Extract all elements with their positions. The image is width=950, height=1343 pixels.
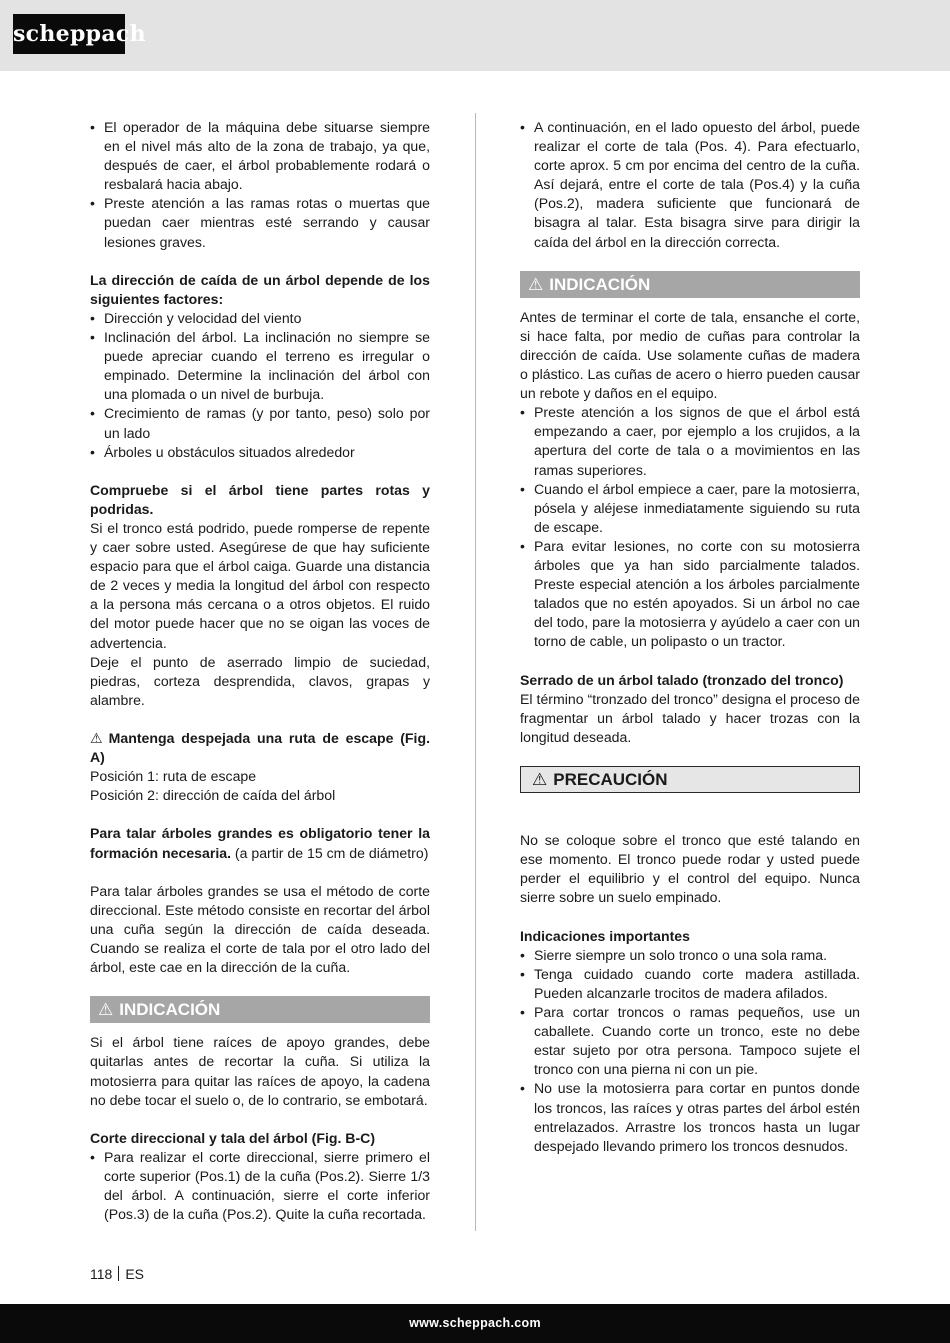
list-item: • Preste atención a los signos de que el árbol está empezando a caer, por ejemplo a los crujidos, a la apertura del corte de tala o a movimientos en las ramas superiores. — [520, 403, 860, 479]
list-item: • Para realizar el corte direccional, sierre primero el corte superior (Pos.1) de la cuña (Pos.2). Sierre 1/3 del árbol. A continuación, sierre el corte inferior (Pos.3) de la cuña (Pos.2). Quite la cuña recortada. — [90, 1148, 430, 1224]
warning-icon: ⚠ — [528, 274, 544, 294]
notice-banner: ⚠ INDICACIÓN — [520, 271, 860, 298]
intro-bullet-list — [90, 118, 430, 252]
list-item: • Inclinación del árbol. La inclinación no siempre se puede apreciar cuando el terreno es irregular o empinado. Determine la inclinación del árbol con una plomada o un nivel de burbuja. — [90, 328, 430, 404]
list-item: • No use la motosierra para cortar en puntos donde los troncos, las raíces y otras partes del árbol estén entrelazados. Arrastre los troncos hasta un lugar despejado llevando primero los troncos desnudos. — [520, 1079, 860, 1155]
check-paragraph-2: Deje el punto de aserrado limpio de suciedad, piedras, corteza desprendida, clavos, grapas y alambre. — [90, 653, 430, 708]
important-heading: Indicaciones importantes — [520, 927, 690, 944]
notice-paragraph: Si el árbol tiene raíces de apoyo grandes, debe quitarlas antes de recortar la cuña. Si utiliza la motosierra para quitar las raíces de apoyo, la cadena no debe tocar el suelo o, de lo contrario, se embotará. — [90, 1034, 430, 1108]
list-item: • Dirección y velocidad del viento — [90, 309, 430, 328]
warning-icon: ⚠ — [532, 770, 548, 789]
list-item: • Para evitar lesiones, no corte con su motosierra árboles que ya han sido parcialmente talados. Preste especial atención a los árboles parcialmente talados que no estén apoyados. Si un árbol no cae del todo, pare la motosierra y ayúdelo a caer con un torno de cable, un polipasto o un tractor. — [520, 537, 860, 652]
right-column — [520, 118, 860, 1156]
cut-heading: Corte direccional y tala del árbol (Fig. B-C) — [90, 1129, 376, 1146]
warning-icon: ⚠ — [98, 1000, 114, 1020]
scheppach-logo: scheppach — [13, 14, 125, 54]
list-item: • Para cortar troncos o ramas pequeños, use un caballete. Cuando corte un tronco, este no debe estar sujeto por otra persona. Tampoco sujete el tronco con una pierna ni con un pie. — [520, 1003, 860, 1079]
important-bullet-list — [520, 946, 860, 1156]
header-bar — [0, 0, 950, 71]
continuation-bullet-list — [520, 118, 860, 252]
method-paragraph: Para talar árboles grandes se usa el método de corte direccional. Este método consiste en recortar del árbol una cuña según la dirección de caída deseada. Cuando se realiza el corte de tala por el otro lado del árbol, este cae en la dirección de la cuña. — [90, 882, 430, 976]
escape-heading: ⚠ Mantenga despejada una ruta de escape (Fig. A) — [90, 730, 430, 766]
list-item: • A continuación, en el lado opuesto del árbol, puede realizar el corte de tala (Pos. 4). Para efectuarlo, corte aprox. 5 cm por encima del centro de la cuña. Así dejará, entre el corte de tala (Pos.4) y la cuña (Pos.2), madera suficiente que funcionará de bisagra al talar. Esta bisagra sirve para dirigir la caída del árbol en la dirección correcta. — [520, 118, 860, 252]
notice-banner: ⚠ INDICACIÓN — [90, 996, 430, 1023]
caution-paragraph: No se coloque sobre el tronco que esté talando en ese momento. El tronco puede rodar y usted puede perder el equilibrio y el control del equipo. Nunca sierre sobre un suelo empinado. — [520, 832, 860, 906]
escape-position-1: Posición 1: ruta de escape — [90, 768, 257, 785]
caution-banner: ⚠ PRECAUCIÓN — [520, 766, 860, 793]
list-item: • Crecimiento de ramas (y por tanto, peso) solo por un lado — [90, 404, 430, 442]
website-link[interactable]: www.scheppach.com — [409, 1316, 541, 1330]
bucking-heading: Serrado de un árbol talado (tronzado del tronco) — [520, 671, 844, 688]
language-code: ES — [125, 1266, 145, 1282]
check-heading: Compruebe si el árbol tiene partes rotas y podridas. — [90, 481, 430, 517]
footer-separator — [118, 1266, 119, 1281]
list-item: • Preste atención a las ramas rotas o muertas que puedan caer mientras esté serrando y causar lesiones graves. — [90, 194, 430, 251]
list-item: • Árboles u obstáculos situados alrededor — [90, 443, 430, 462]
training-paragraph: Para talar árboles grandes es obligatorio tener la formación necesaria. (a partir de 15 cm de diámetro) — [90, 825, 430, 861]
escape-position-2: Posición 2: dirección de caída del árbol — [90, 787, 336, 804]
list-item: • Tenga cuidado cuando corte madera astillada. Pueden alcanzarle trocitos de madera afilados. — [520, 965, 860, 1003]
left-column — [90, 118, 430, 1224]
footer-bar — [0, 1304, 950, 1343]
warning-icon: ⚠ — [90, 730, 103, 746]
list-item: • El operador de la máquina debe situarse siempre en el nivel más alto de la zona de trabajo, ya que, después de caer, el árbol probablemente rodará o resbalará hacia abajo. — [90, 118, 430, 194]
page-footer — [90, 1265, 144, 1284]
list-item: • Cuando el árbol empiece a caer, pare la motosierra, pósela y aléjese inmediatamente siguiendo su ruta de escape. — [520, 480, 860, 537]
check-paragraph: Si el tronco está podrido, puede romperse de repente y caer sobre usted. Asegúrese de que hay suficiente espacio para que el árbol caiga. Guarde una distancia de 2 veces y media la longitud del árbol con respecto a la persona más cercana o a otros objetos. El ruido del motor puede hacer que no se oigan las voces de advertencia. — [90, 519, 430, 651]
factors-heading: La dirección de caída de un árbol depende de los siguientes factores: — [90, 271, 430, 307]
cut-bullet-list — [90, 1148, 430, 1224]
list-item: • Sierre siempre un solo tronco o una sola rama. — [520, 946, 860, 965]
page-number: 118 — [90, 1266, 113, 1282]
bucking-paragraph: El término “tronzado del tronco” designa el proceso de fragmentar un árbol talado y hacer trozas con la longitud deseada. — [520, 690, 860, 745]
column-divider — [475, 113, 476, 1231]
notice-paragraph: Antes de terminar el corte de tala, ensanche el corte, si hace falta, por medio de cuñas para controlar la dirección de caída. Use solamente cuñas de madera o plástico. Las cuñas de acero o hierro pueden causar un rebote y daños en el equipo. — [520, 308, 860, 402]
notice-bullet-list — [520, 403, 860, 651]
factors-list — [90, 309, 430, 462]
